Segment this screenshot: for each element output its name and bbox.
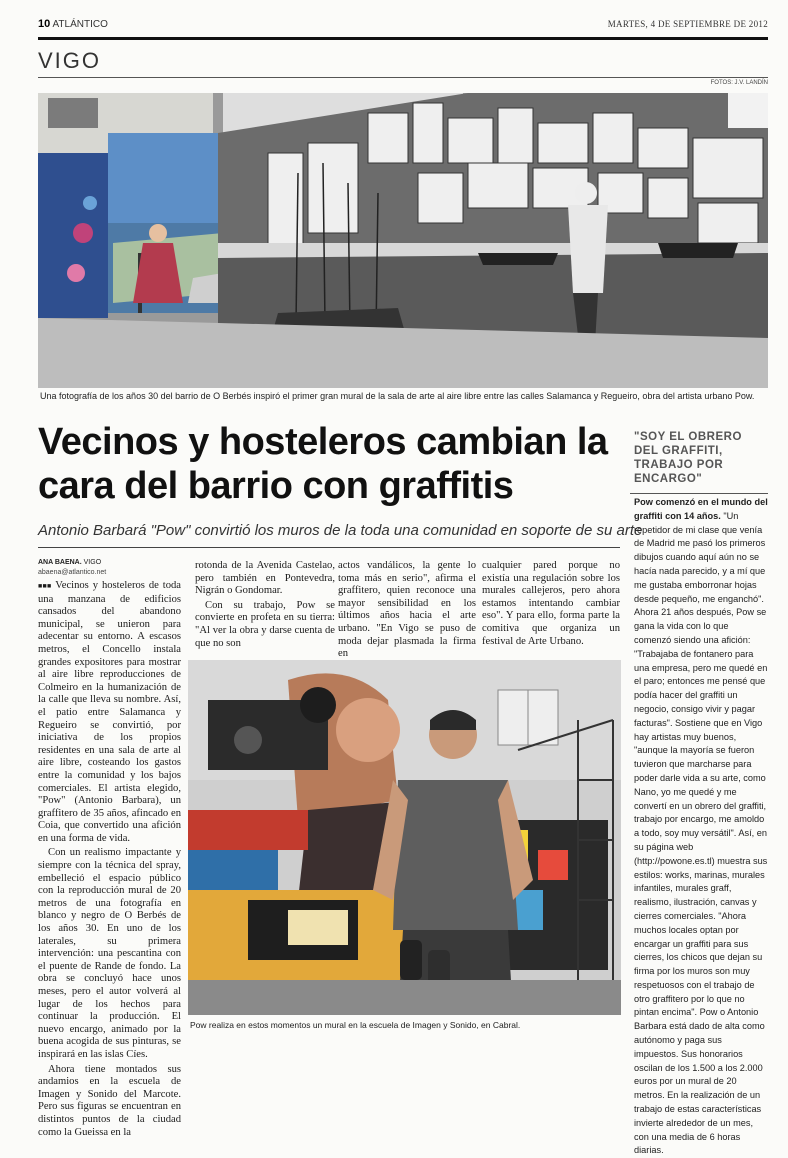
artist-photo-illustration bbox=[188, 660, 621, 1015]
subheadline: Antonio Barbará "Pow" convirtió los muros de la toda una comunidad en soporte de su arte bbox=[38, 522, 643, 539]
author-email[interactable]: abaena@atlantico.net bbox=[38, 569, 107, 576]
section-rule bbox=[38, 77, 768, 78]
body-paragraph: rotonda de la Avenida Castelao, pero también en Pontevedra, Nigrán o Gondomar. bbox=[195, 560, 335, 597]
photo-credit: FOTOS: J.V. LANDÍN bbox=[710, 80, 768, 86]
body-paragraph: ■■■ Vecinos y hosteleros de toda una manzana de edificios cansados del abandono municipal, se unieron para adecentar su entorno. A escasos metros, el Concello instala grandes expositores para mostrar al aire libre reproducciones de Colmeiro en la humanización de la calle que lleva su nombre. Así, el patio entre Salamanca y Regueiro se convirtió, por iniciativa de los propios residentes en una sala de arte al aire libre, costeando los gastos entre la comunidad y los bajos comerciales. El artista elegido, "Pow" (Antonio Barbara), un graffitero de 35 años, afincado en Coia, que convertido una afición en una forma de vida. bbox=[38, 580, 181, 844]
section-title: VIGO bbox=[38, 48, 102, 73]
issue-date: MARTES, 4 DE SEPTIEMBRE DE 2012 bbox=[607, 19, 768, 29]
byline bbox=[38, 559, 101, 566]
body-column-4 bbox=[482, 560, 620, 656]
body-paragraph: Ahora tiene montados sus andamios en la escuela de Imagen y Sonido del Marcote. Pero sus figuras se encuentran en distintos puntos de la ciudad como la Gueissa en la bbox=[38, 1063, 181, 1138]
headline: Vecinos y hosteleros cambian la cara del barrio con graffitis bbox=[38, 421, 608, 507]
body-column-2 bbox=[195, 560, 335, 656]
sidebar-rule bbox=[630, 493, 768, 494]
artist-photo bbox=[188, 660, 621, 1015]
page-folio bbox=[38, 18, 108, 30]
body-paragraph: cualquier pared porque no existía una regulación sobre los murales callejeros, pero ahora estamos intentando cambiar eso". Y para ello, forma parte la comitiva que organiza un festival de Arte Urbano. bbox=[482, 560, 620, 647]
body-paragraph: actos vandálicos, la gente lo toma más en serio", afirma el graffitero, quien reconoce una mayor sensibilidad en los últimos años hacia el arte urbano. "En Vigo se puso de moda dejar plasmada la firma en bbox=[338, 560, 476, 660]
newspaper-name: ATLÁNTICO bbox=[52, 19, 108, 30]
top-rule bbox=[38, 37, 768, 40]
top-photo-caption: Una fotografía de los años 30 del barrio de O Berbés inspiró el primer gran mural de la sala de arte al aire libre entre las calles Salamanca y Regueiro, obra del artista urbano Pow. bbox=[40, 391, 755, 401]
body-column-3 bbox=[338, 560, 476, 660]
sidebar-text: "Un repetidor de mi clase que venía de Madrid me pasó los primeros dibujos cuando aquí aún no se hacía nada parecido, y a mí que me gustaba emborronar hojas desde pequeño, me enganchó". Ahora 21 años después, Pow se gana la vida con lo que comenzó siendo una afición: "Trabajaba de fontanero para una empresa, pero me quedé en el paro; entonces me pensé que podía hacer del graffiti un negocio, consigo vivir y pagar facturas". Sostiene que en Vigo hay artistas muy buenos, "aunque la mayoría se fueron tuvieron que marcharse para poder darle vida a su arte, como Nano, yo me quedé y me convertí en un obrero del graffiti, trabajo por encargo, me amoldo a todo, soy muy versátil". Así, en su página web (http://powone.es.tl) muestra sus estilos: works, marinas, murales infantiles, murales graff, realismo, ilustración, canvas y cierres comerciales. "Ahora muchos locales optan por encargar un graffiti para sus cierres, los chicos que dejan su firma por los muros son muy respetuosos con el trabajo de otro graffitero por lo que no pintan encima". Pow o Antonio Barbara está dado de alta como autónomo y paga sus impuestos. Sus honorarios oscilan de los 1.500 a los 2.000 euros por un mural de 20 metros. En la realización de un trabajo de estas características invierte alrededor de un mes, con una media de 6 horas diarias. bbox=[634, 510, 768, 1156]
mural-photo-illustration bbox=[38, 93, 768, 388]
author: ANA BAENA. bbox=[38, 559, 82, 566]
lead-marker: ■■■ bbox=[38, 583, 52, 590]
sidebar-lead: Pow comenzó en el mundo del graffiti con 14 años. bbox=[634, 497, 768, 521]
sidebar-body bbox=[634, 496, 768, 1158]
body-paragraph: Con un realismo impactante y siempre con la técnica del spray, embelleció el espacio público con la reproducción mural de 20 metros de una fotografía en blanco y negro de O Berbés de los años 30. En uno de los laterales, su primera intervención: una pescantina con el puente de Rande de fondo. La obra se concluyó hace unos meses, pero el autor volverá al lugar de los hechos para continuar la producción. El nuevo encargo, animado por la buena acogida de sus pinturas, se inspirará en las islas Cíes. bbox=[38, 847, 181, 1060]
byline-location: VIGO bbox=[83, 559, 102, 566]
sidebar-title: "SOY EL OBRERO DEL GRAFFITI, TRABAJO POR ENCARGO" bbox=[634, 431, 742, 485]
mural-photo bbox=[38, 93, 768, 388]
bottom-photo-caption: Pow realiza en estos momentos un mural en la escuela de Imagen y Sonido, en Cabral. bbox=[190, 1020, 521, 1030]
subheadline-rule bbox=[38, 547, 620, 548]
page-number: 10 bbox=[38, 18, 51, 30]
body-column-1 bbox=[38, 580, 181, 1138]
sidebar-box bbox=[630, 430, 768, 486]
body-paragraph: Con su trabajo, Pow se convierte en profeta en su tierra: "Al ver la obra y darse cuenta de que no son bbox=[195, 599, 335, 649]
